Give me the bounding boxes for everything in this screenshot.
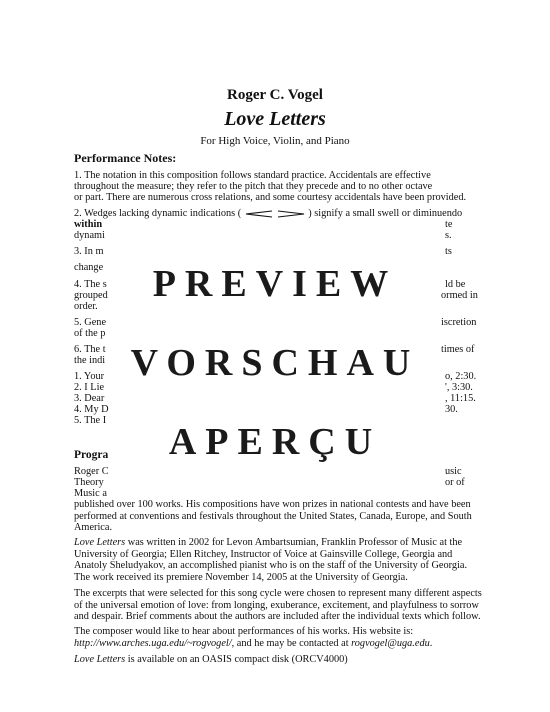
program-line1-left: Roger C — [74, 466, 109, 477]
note2-line3-right: s. — [445, 230, 452, 241]
note5-left: 5. Gene — [74, 317, 107, 328]
song-4-left: 4. My D — [74, 404, 109, 415]
recording-text: is available on an OASIS compact disk (ORCV4000) — [125, 654, 348, 665]
song-1-right: o, 2:30. — [445, 371, 477, 382]
note1-line3: or part. There are numerous cross relations, and some courtesy accidentals have been provided. — [74, 192, 467, 203]
program-line2-right: or of — [445, 477, 465, 488]
work-title: Love Letters — [224, 108, 326, 130]
song-3-right: , 11:15. — [445, 393, 476, 404]
note4-line2-right: ormed in — [441, 290, 478, 301]
note4-left: 4. The s — [74, 279, 107, 290]
composer-website-link[interactable]: http://www.arches.uga.edu/~rogvogel/ — [74, 637, 232, 649]
note1-line2: throughout the measure; they refer to the pitch that they precede and to no other octave — [74, 181, 433, 192]
note6-right: times of — [441, 344, 475, 355]
performance-notes-heading: Performance Notes: — [74, 151, 177, 165]
program-line3-left: Music a — [74, 488, 107, 499]
note2-line2-right: te — [445, 219, 453, 230]
title-block — [0, 86, 550, 148]
contact-text-a: The composer would like to hear about performances of his works. His website is: — [74, 626, 414, 637]
contact-paragraph — [74, 626, 484, 649]
work-subtitle: For High Voice, Violin, and Piano — [200, 135, 350, 147]
note5-right: iscretion — [441, 317, 477, 328]
note3-right: ts — [445, 246, 452, 257]
song-4-right: 30. — [445, 404, 458, 415]
note1-line1: 1. The notation in this composition follows standard practice. Accidentals are effective — [74, 170, 431, 181]
commission-work-title: Love Letters — [74, 537, 126, 548]
commission-paragraph — [74, 537, 484, 583]
note2-line3-left: dynami — [74, 230, 105, 241]
song-2-right: ', 3:30. — [445, 382, 473, 393]
note3-line2-left: change — [74, 262, 104, 273]
note4-line3-left: order. — [74, 301, 98, 312]
note2-start: 2. Wedges lacking dynamic indications ( — [74, 208, 242, 219]
recording-work-title: Love Letters — [74, 654, 126, 665]
song-2-left: 2. I Lie — [74, 382, 105, 393]
composer-name: Roger C. Vogel — [227, 87, 323, 103]
note5-line2-left: of the p — [74, 328, 106, 339]
program-line2-left: Theory — [74, 477, 104, 488]
contact-text-b: , and he may be contacted at — [231, 637, 352, 649]
song-3-left: 3. Dear — [74, 393, 105, 404]
watermark-apercu: APERÇU — [168, 421, 382, 463]
note2-line2-left: within — [74, 219, 103, 230]
program-notes-heading: Progra — [74, 449, 109, 461]
note3-left: 3. In m — [74, 246, 104, 257]
contact-text-end: . — [429, 637, 433, 649]
note4-right: ld be — [445, 279, 466, 290]
note2-end: ) signify a small swell or diminuendo — [308, 208, 463, 219]
song-5-left: 5. The I — [74, 415, 107, 426]
watermark-vorschau: VORSCHAU — [130, 342, 420, 384]
crescendo-diminuendo-wedge-icon — [244, 210, 306, 218]
note6-left: 6. The t — [74, 344, 106, 355]
note6-line2-left: the indi — [74, 355, 106, 366]
excerpts-paragraph: The excerpts that were selected for this song cycle were chosen to represent many different aspects of the universal emotion of love: from longing, exuberance, excitement, and playfulness to sorrow and despair. Brief comments about the authors are included after the individual texts which follow. — [74, 588, 482, 622]
song-1-left: 1. Your — [74, 371, 105, 382]
note4-line2-left: grouped — [74, 290, 108, 301]
composer-bio-paragraph: published over 100 works. His compositions have won prizes in national contests and have been performed at conventions and festivals throughout the United States, Canada, Europe, and South America. — [74, 499, 472, 533]
note2-line1 — [74, 208, 494, 220]
program-line1-right: usic — [445, 466, 462, 477]
composer-email-link[interactable]: rogvogel@uga.edu — [351, 637, 430, 649]
watermark-preview: PREVIEW — [152, 263, 398, 305]
commission-text: was written in 2002 for Levon Ambartsumian, Franklin Professor of Music at the University of Georgia; Ellen Ritchey, Instructor of Voice at Gainsville College, Georgia and Anatoly Sheludyakov, an accomplished pianist who is on the staff of the University of Georgia. The work received its premiere November 14, 2005 at the University of Georgia. — [74, 537, 468, 583]
recording-paragraph — [74, 654, 484, 666]
